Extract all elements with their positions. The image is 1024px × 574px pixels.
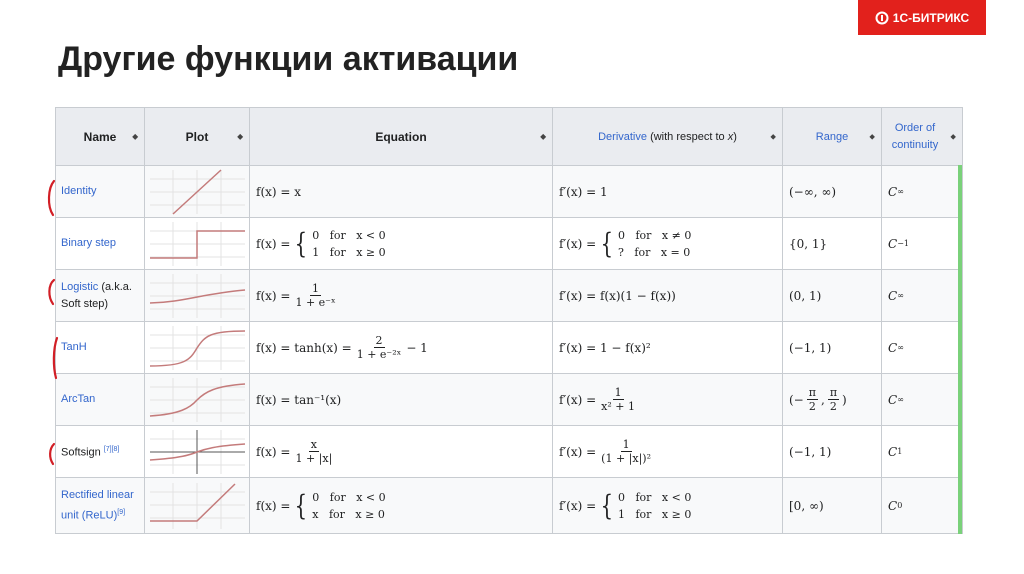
equation: f(x) = { 0 for x < 0 1 for x ≥ 0 [256,226,386,260]
equation-case: 0 for x < 0 [312,228,386,242]
derivative [553,438,656,466]
header-name-label: Name [83,129,117,144]
order-of-continuity [882,445,902,459]
header-name[interactable] [56,108,145,165]
function-name-link[interactable]: Logistic [61,280,99,293]
relu-plot [145,479,249,533]
header-derivative[interactable] [553,108,783,165]
fraction-numerator: 2 [375,333,383,347]
order-sup: ∞ [897,291,904,300]
plot-cell [145,426,250,477]
fraction-denominator: 1 + |x| [295,451,333,465]
fraction-numerator: π [829,385,838,399]
order-of-continuity [882,289,904,303]
equation [250,334,428,362]
plot-cell [145,374,250,425]
derivative: f′(x) = f(x)(1 − f(x)) [559,288,676,303]
citation-link[interactable]: [9] [117,508,126,516]
range: (−∞, ∞) [789,184,837,199]
function-alias: (a.k.a. Soft step) [61,280,132,310]
function-name-link[interactable]: Identity [61,185,97,197]
plot-cell [145,478,250,533]
order-symbol: C [888,392,898,407]
order-symbol: C [888,340,898,355]
fraction-denominator: 2 [829,399,837,413]
citation-link[interactable]: [7][8] [103,446,120,454]
header-plot-label: Plot [185,129,209,144]
fraction-numerator: 1 [312,281,320,295]
range: (−1, 1) [789,340,832,355]
derivative-lhs: f′(x) = [559,498,597,513]
equation-lhs: f(x) = [256,444,291,459]
order-of-continuity [882,185,904,199]
header-equation-label: Equation [375,129,427,144]
order-sup: ∞ [897,187,904,196]
fraction-numerator: 1 [622,437,630,451]
plot-cell [145,166,250,217]
table-row [56,218,962,270]
function-name-text: Softsign [61,446,101,459]
range: (0, 1) [789,288,822,303]
table-row [56,322,962,374]
sort-icon[interactable]: ⬥ [237,131,243,141]
identity-plot [145,166,249,217]
scroll-indicator [958,165,962,534]
fraction-numerator: π [808,385,816,399]
equation [250,282,341,310]
plot-cell [145,270,250,321]
derivative-case: 0 for x ≠ 0 [618,228,692,242]
derivative-case: 1 for x ≥ 0 [618,507,692,521]
derivative [553,386,640,414]
order-sup: 0 [897,501,903,510]
equation-lhs: f(x) = [256,236,291,251]
bitrix-logo-icon [875,11,889,25]
fraction-numerator: 1 [614,385,622,399]
order-sup: −1 [897,239,909,248]
header-derivative-close: ) [733,130,737,143]
order-of-continuity [882,341,904,355]
range-separator: , [820,392,825,407]
derivative-lhs: f′(x) = [559,392,597,407]
range: {0, 1} [789,236,828,251]
table-row [56,166,962,218]
fraction-denominator: x² + 1 [601,399,635,413]
red-mark-softsign [46,441,56,467]
plot-cell [145,322,250,373]
function-name-link[interactable]: Binary step [61,237,117,249]
sort-icon[interactable]: ⬥ [869,131,875,141]
equation-rhs: − 1 [406,340,428,355]
function-name [56,279,144,313]
header-equation[interactable] [250,108,553,165]
function-name [56,487,144,525]
red-mark-identity [46,178,56,218]
range-open: (− [789,392,804,407]
plot-cell [145,218,250,269]
table-row [56,426,962,478]
equation: f(x) = x [256,184,302,199]
arctan-plot [145,374,249,425]
sort-icon[interactable]: ⬥ [950,131,956,141]
derivative-lhs: f′(x) = [559,236,597,251]
range: [0, ∞) [789,498,824,513]
header-derivative-var: x [727,130,734,143]
order-sup: ∞ [897,343,904,352]
sort-icon[interactable]: ⬥ [540,131,546,141]
order-symbol: C [888,184,898,199]
function-name-link[interactable]: TanH [61,341,87,353]
red-mark-logistic [46,277,56,307]
order-symbol: C [888,236,898,251]
fraction-denominator: 1 + e⁻ˣ [295,295,336,309]
order-symbol: C [888,288,898,303]
derivative-case: ? for x = 0 [618,245,691,259]
function-name [56,441,119,462]
header-order-label[interactable]: Order of continuity [891,121,939,151]
equation [250,438,337,466]
order-of-continuity [882,393,904,407]
order-of-continuity [882,237,909,251]
slide-title: Другие функции активации [58,40,519,78]
fraction-denominator: 1 + e⁻²ˣ [356,347,402,361]
range [783,386,847,414]
order-sup: 1 [897,447,903,456]
table-row [56,270,962,322]
function-name-link[interactable]: Rectified linear unit (ReLU) [61,488,134,522]
equation-case: x for x ≥ 0 [312,507,385,521]
range: (−1, 1) [789,444,832,459]
order-of-continuity [882,499,902,513]
logistic-plot [145,270,249,321]
equation-lhs: f(x) = [256,288,291,303]
derivative: f′(x) = { 0 for x < 0 1 for x ≥ 0 [559,488,692,522]
equation: f(x) = tan⁻¹(x) [256,392,342,407]
equation-case: 0 for x < 0 [312,490,386,504]
bitrix-logo [858,0,986,35]
order-symbol: C [888,444,898,459]
softsign-plot [145,426,249,477]
derivative-case: 0 for x < 0 [618,490,692,504]
fraction-denominator: 2 [808,399,816,413]
equation-lhs: f(x) = tanh(x) = [256,340,352,355]
header-order[interactable] [882,108,962,165]
header-derivative-text: (with respect to [650,130,725,143]
logo-text: 1С-БИТРИКС [892,10,970,25]
header-derivative-link[interactable]: Derivative [598,130,647,143]
header-plot[interactable] [145,108,250,165]
equation-case: 1 for x ≥ 0 [312,245,386,259]
binary-step-plot [145,218,249,269]
fraction-denominator: (1 + |x|)² [601,451,651,465]
table-row [56,374,962,426]
derivative: f′(x) = 1 [559,184,608,199]
function-name-link[interactable]: ArcTan [61,393,96,405]
header-range[interactable] [783,108,882,165]
equation-lhs: f(x) = [256,498,291,513]
range-close: ) [842,392,847,407]
order-sup: ∞ [897,395,904,404]
derivative: f′(x) = 1 − f(x)² [559,340,651,355]
activation-functions-table [55,107,963,534]
derivative-lhs: f′(x) = [559,444,597,459]
red-mark-tanh [50,335,60,381]
table-header [56,108,962,166]
sort-icon[interactable]: ⬥ [770,131,776,141]
header-range-label[interactable]: Range [815,130,849,143]
table-row [56,478,962,533]
derivative: f′(x) = { 0 for x ≠ 0 ? for x = 0 [559,226,692,260]
tanh-plot [145,322,249,373]
order-symbol: C [888,498,898,513]
equation: f(x) = { 0 for x < 0 x for x ≥ 0 [256,488,386,522]
sort-icon[interactable]: ⬥ [132,131,138,141]
fraction-numerator: x [310,437,317,451]
